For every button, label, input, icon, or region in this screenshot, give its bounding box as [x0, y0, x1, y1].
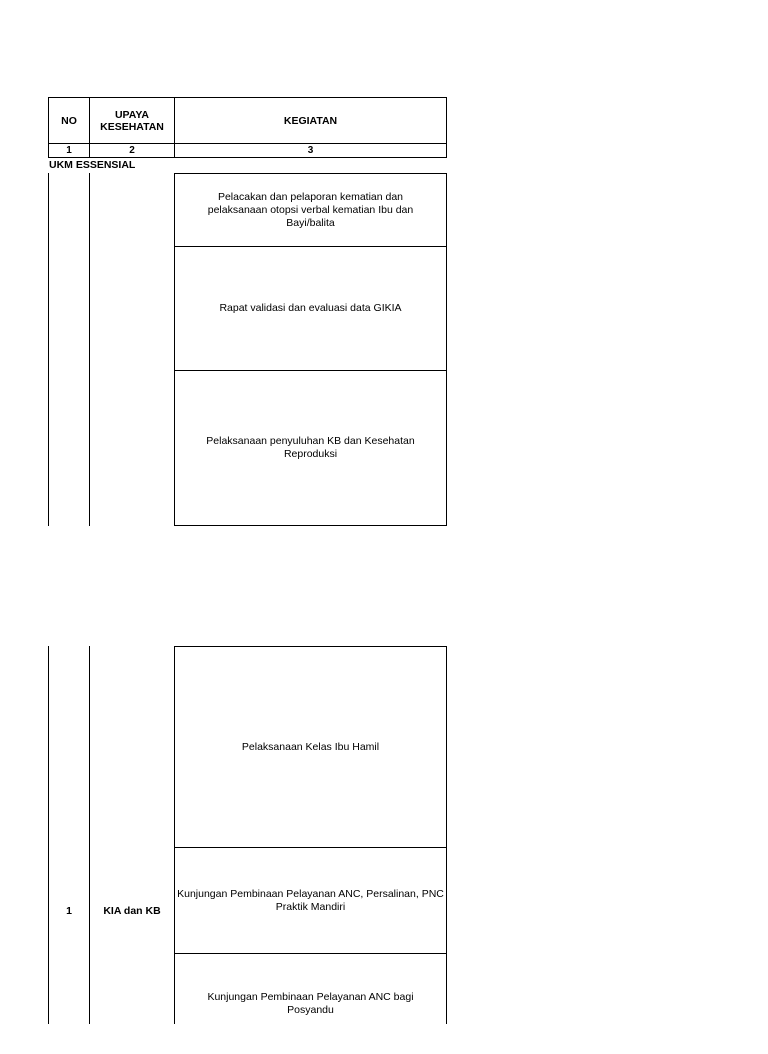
upaya-kesehatan-cell: KIA dan KB — [103, 904, 161, 917]
activity-cell: Pelaksanaan penyuluhan KB dan Kesehatan Reproduksi — [206, 435, 415, 460]
border-line — [446, 97, 447, 158]
header-kegiatan: KEGIATAN — [283, 114, 338, 127]
header-upaya-kesehatan: UPAYA KESEHATAN — [100, 108, 164, 133]
column-number-1: 1 — [66, 145, 72, 156]
border-line — [446, 173, 447, 526]
header-no: NO — [61, 114, 77, 127]
activity-cell: Pelacakan dan pelaporan kematian dan pelaksanaan otopsi verbal kematian Ibu dan Bayi/balita — [207, 190, 414, 229]
section-label: UKM ESSENSIAL — [49, 159, 136, 171]
border-line — [48, 646, 49, 1024]
activity-cell: Kunjungan Pembinaan Pelayanan ANC, Persalinan, PNC Praktik Mandiri — [177, 887, 444, 913]
activity-cell: Rapat validasi dan evaluasi data GIKIA — [219, 302, 402, 314]
border-line — [48, 173, 49, 526]
border-line — [89, 173, 90, 526]
border-line — [89, 646, 90, 1024]
border-line — [174, 525, 447, 526]
activity-cell: Pelaksanaan Kelas Ibu Hamil — [241, 740, 380, 753]
activity-cell: Kunjungan Pembinaan Pelayanan ANC bagi Posyandu — [207, 991, 414, 1016]
row-number: 1 — [66, 904, 72, 917]
column-number-3: 3 — [307, 145, 314, 156]
border-line — [446, 646, 447, 1024]
column-number-2: 2 — [129, 145, 135, 156]
